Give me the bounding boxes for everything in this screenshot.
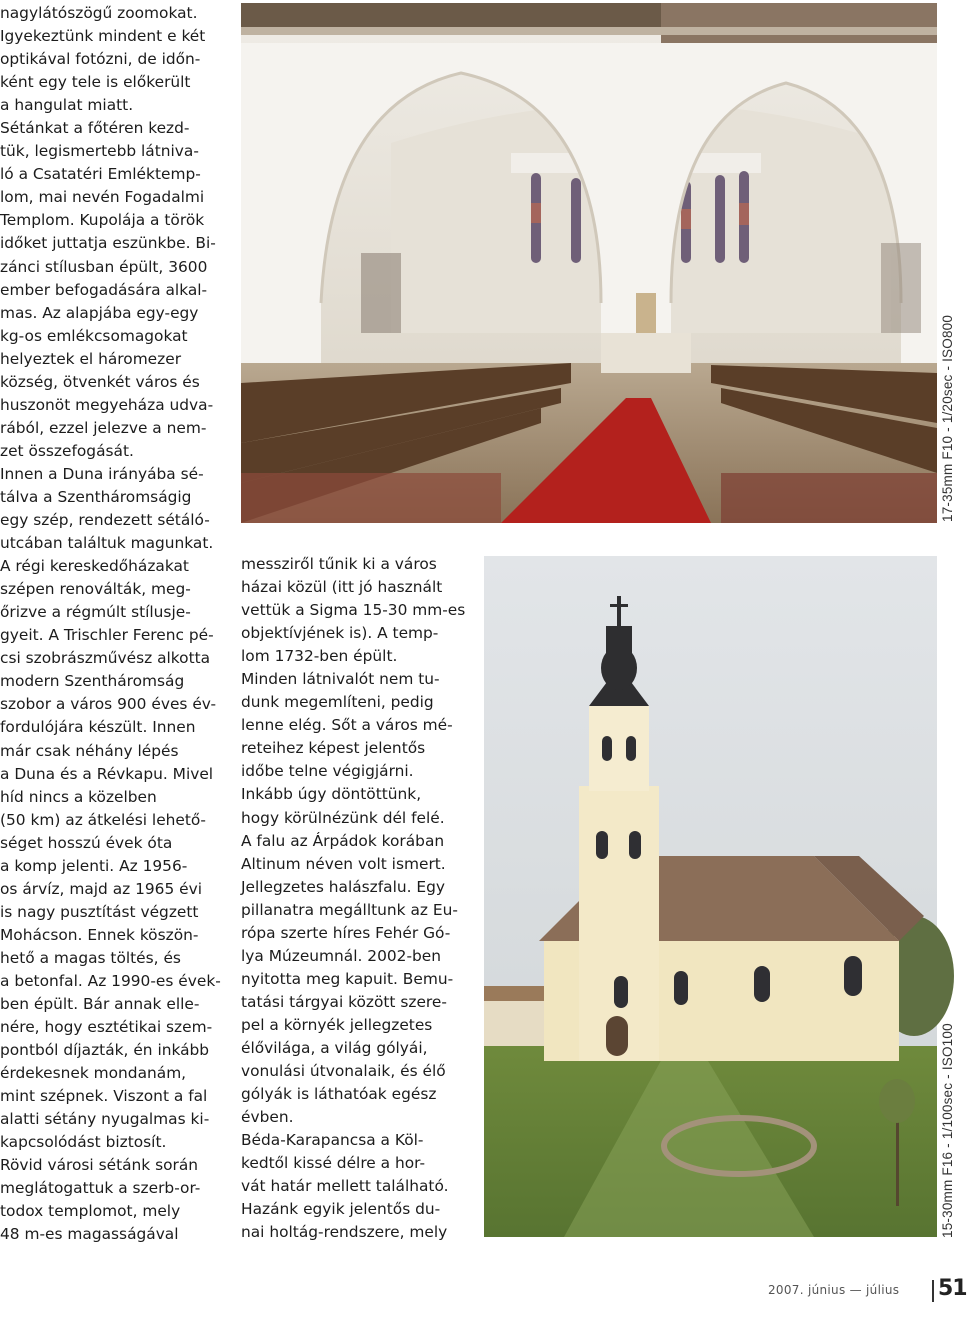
text-line: tatási tárgyai között szere- [241, 992, 447, 1011]
text-line: csi szobrászművész alkotta [0, 649, 211, 668]
text-line: Inkább úgy döntöttünk, [241, 785, 422, 804]
church-exterior-illustration [484, 556, 937, 1237]
issue-date: 2007. június — július [768, 1283, 900, 1297]
text-line: ló a Csatatéri Emléktemp- [0, 165, 201, 184]
text-line: kapcsolódást biztosít. [0, 1133, 167, 1152]
text-line: szobor a város 900 éves év- [0, 695, 217, 714]
text-line: alatti sétány nyugalmas ki- [0, 1110, 210, 1129]
text-line: vonulási útvonalaik, és élő [241, 1062, 446, 1081]
text-line: már csak néhány lépés [0, 741, 179, 760]
text-line: hogy körülnézünk dél felé. [241, 808, 445, 827]
text-line: Templom. Kupolája a török [0, 211, 205, 230]
text-line: utcában találtuk magunkat. [0, 534, 214, 553]
text-line: kg-os emlékcsomagokat [0, 326, 188, 345]
text-line: (50 km) az átkelési lehető- [0, 810, 206, 829]
footer-divider [932, 1280, 934, 1302]
church-photo-caption: 15-30mm F16 - 1/100sec - ISO100 [940, 1023, 955, 1238]
text-line: meglátogattuk a szerb-or- [0, 1179, 201, 1198]
text-line: tük, legismertebb látniva- [0, 142, 199, 161]
text-line: ember befogadására alkal- [0, 280, 208, 299]
page-number: 51 [938, 1276, 967, 1301]
text-line: pontból díjazták, én inkább [0, 1041, 210, 1060]
text-line: zet összefogását. [0, 441, 134, 460]
text-line: nai holtág-rendszere, mely [241, 1223, 448, 1242]
text-line: huszonöt megyeháza udva- [0, 395, 214, 414]
text-line: objektívjének is). A temp- [241, 624, 439, 643]
text-line: lenne elég. Sőt a város mé- [241, 716, 453, 735]
text-line: Altinum néven volt ismert. [241, 854, 446, 873]
serbian-orthodox-church-photo [484, 556, 937, 1237]
text-line: 48 m-es magasságával [0, 1225, 179, 1244]
text-line: tálva a Szentháromságig [0, 487, 192, 506]
text-line: is nagy pusztítást végzett [0, 902, 199, 921]
text-line: vát határ mellett található. [241, 1177, 449, 1196]
text-line: időbe telne végigjárni. [241, 762, 414, 781]
text-line: Hazánk egyik jelentős du- [241, 1200, 441, 1219]
text-line: A falu az Árpádok korában [241, 831, 445, 850]
text-line: évben. [241, 1108, 294, 1127]
text-line: zánci stílusban épült, 3600 [0, 257, 208, 276]
text-line: A régi kereskedőházakat [0, 557, 189, 576]
article-column-left [0, 2, 236, 1247]
text-line: hető a magas töltés, és [0, 948, 181, 967]
text-line: híd nincs a közelben [0, 787, 157, 806]
text-line: őrizve a régmúlt stílusje- [0, 603, 191, 622]
text-line: gyeit. A Trischler Ferenc pé- [0, 626, 214, 645]
article-column-middle [241, 553, 481, 1244]
text-line: nagylátószögű zoomokat. [0, 4, 198, 22]
text-line: kedtől kissé délre a hor- [241, 1154, 426, 1173]
text-line: Béda-Karapancsa a Köl- [241, 1131, 424, 1150]
text-line: lya Múzeumnál. 2002-ben [241, 946, 441, 965]
text-line: házai közül (itt jó használt [241, 578, 443, 597]
text-line: mas. Az alapjába egy-egy [0, 303, 199, 322]
text-line: élővilága, a világ gólyái, [241, 1038, 428, 1057]
text-line: Igyekeztünk mindent e két [0, 27, 206, 46]
text-line: helyeztek el háromezer [0, 349, 182, 368]
church-interior-photo [241, 3, 937, 523]
text-line: gólyák is láthatóak egész [241, 1085, 437, 1104]
text-line: ként egy tele is előkerült [0, 73, 191, 92]
text-line: rópa szerte híres Fehér Gó- [241, 923, 451, 942]
text-line: a betonfal. Az 1990-es évek- [0, 971, 221, 990]
text-line: szépen renoválták, meg- [0, 580, 191, 599]
interior-photo-caption: 17-35mm F10 - 1/20sec - ISO800 [940, 314, 955, 522]
text-line: Jellegzetes halászfalu. Egy [241, 877, 446, 896]
text-line: község, ötvenkét város és [0, 372, 200, 391]
text-line: messziről tűnik ki a város [241, 555, 437, 573]
text-line: os árvíz, majd az 1965 évi [0, 879, 203, 898]
text-line: Minden látnivalót nem tu- [241, 670, 440, 689]
text-line: todox templomot, mely [0, 1202, 181, 1221]
text-line: rából, ezzel jelezve a nem- [0, 418, 207, 437]
text-line: fordulójára készült. Innen [0, 718, 196, 737]
text-line: Innen a Duna irányába sé- [0, 464, 204, 483]
text-line: pel a környék jellegzetes [241, 1015, 433, 1034]
text-line: érdekesnek mondanám, [0, 1064, 187, 1083]
text-line: a komp jelenti. Az 1956- [0, 856, 188, 875]
text-line: Rövid városi sétánk során [0, 1156, 199, 1175]
church-interior-illustration [241, 3, 937, 523]
text-line: lom, mai nevén Fogadalmi [0, 188, 205, 207]
text-line: ben épült. Bár annak elle- [0, 995, 200, 1014]
text-line: lom 1732-ben épült. [241, 647, 398, 666]
text-line: nére, hogy esztétikai szem- [0, 1018, 213, 1037]
text-line: időket juttatja eszünkbe. Bi- [0, 234, 216, 253]
text-line: optikával fotózni, de időn- [0, 50, 201, 69]
text-line: Mohácson. Ennek köszön- [0, 925, 199, 944]
text-line: Sétánkat a főtéren kezd- [0, 119, 190, 138]
text-line: mint szépnek. Viszont a fal [0, 1087, 208, 1106]
text-line: dunk megemlíteni, pedig [241, 693, 434, 712]
text-line: a Duna és a Révkapu. Mivel [0, 764, 214, 783]
text-line: a hangulat miatt. [0, 96, 134, 115]
text-line: vettük a Sigma 15-30 mm-es [241, 601, 466, 620]
text-line: pillanatra megálltunk az Eu- [241, 900, 458, 919]
text-line: egy szép, rendezett sétáló- [0, 511, 210, 530]
text-line: séget hosszú évek óta [0, 833, 173, 852]
text-line: modern Szentháromság [0, 672, 185, 691]
text-line: nyitotta meg kapuit. Bemu- [241, 969, 454, 988]
text-line: reteihez képest jelentős [241, 739, 426, 758]
